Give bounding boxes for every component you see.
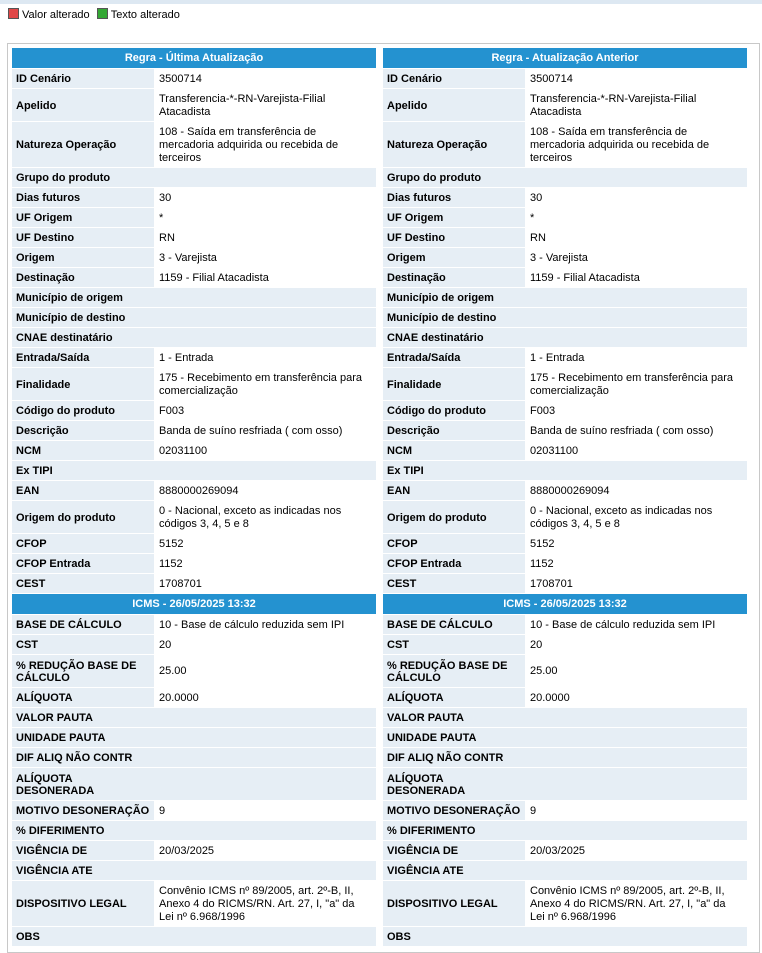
field-row-natureza-operacao [383, 122, 747, 167]
field-row-cest [383, 574, 747, 593]
field-label: NCM [12, 441, 154, 460]
field-value [154, 308, 376, 327]
field-value: 1152 [154, 554, 376, 573]
field-label: Município de destino [12, 308, 154, 327]
field-value: 20/03/2025 [525, 841, 747, 860]
field-row-origem-do-produto [383, 501, 747, 533]
icms-row-vigencia-de [12, 841, 376, 860]
field-row-entrada-saida [383, 348, 747, 367]
field-row-grupo-do-produto [383, 168, 747, 187]
field-value: 25.00 [525, 655, 747, 687]
field-label: Dias futuros [383, 188, 525, 207]
icms-row-dispositivo-legal [12, 881, 376, 926]
icms-row-unidade-pauta [383, 728, 747, 747]
previous-rule-column [383, 48, 747, 947]
field-row-uf-destino [383, 228, 747, 247]
field-row-entrada-saida [12, 348, 376, 367]
field-label: CST [383, 635, 525, 654]
icms-row-obs [383, 927, 747, 946]
field-label: UNIDADE PAUTA [12, 728, 154, 747]
field-value [525, 728, 747, 747]
icms-row-motivo-desoneracao [383, 801, 747, 820]
field-row-cfop [12, 534, 376, 553]
field-value: 9 [525, 801, 747, 820]
field-value [525, 821, 747, 840]
field-label: Finalidade [12, 368, 154, 400]
field-value: 20 [154, 635, 376, 654]
field-value [525, 927, 747, 946]
field-label: % DIFERIMENTO [12, 821, 154, 840]
field-value: Banda de suíno resfriada ( com osso) [154, 421, 376, 440]
field-row-cnae-destinatario [12, 328, 376, 347]
field-value: * [525, 208, 747, 227]
field-row-cnae-destinatario [383, 328, 747, 347]
field-value: * [154, 208, 376, 227]
field-value: 1 - Entrada [525, 348, 747, 367]
field-value: 0 - Nacional, exceto as indicadas nos códigos 3, 4, 5 e 8 [525, 501, 747, 533]
field-value [525, 708, 747, 727]
icms-row-aliquota-desonerada [383, 768, 747, 800]
field-label: Código do produto [12, 401, 154, 420]
field-label: DIF ALIQ NÃO CONTR [12, 748, 154, 767]
icms-row-diferimento [383, 821, 747, 840]
field-row-origem-do-produto [12, 501, 376, 533]
field-value: 108 - Saída em transferência de mercadoria adquirida ou recebida de terceiros [525, 122, 747, 167]
field-row-ean [383, 481, 747, 500]
field-label: Origem [383, 248, 525, 267]
field-label: OBS [383, 927, 525, 946]
field-row-municipio-de-destino [12, 308, 376, 327]
field-label: Destinação [383, 268, 525, 287]
field-row-cfop-entrada [12, 554, 376, 573]
field-value: 30 [525, 188, 747, 207]
field-value: 20.0000 [154, 688, 376, 707]
field-label: Grupo do produto [12, 168, 154, 187]
field-label: Origem do produto [12, 501, 154, 533]
field-value: 0 - Nacional, exceto as indicadas nos códigos 3, 4, 5 e 8 [154, 501, 376, 533]
field-row-apelido [383, 89, 747, 121]
section-header-rule: Regra - Última Atualização [12, 48, 376, 68]
field-label: Dias futuros [12, 188, 154, 207]
field-value: 3 - Varejista [525, 248, 747, 267]
green-square-icon [97, 8, 108, 19]
field-row-id-cenario [383, 69, 747, 88]
field-value [525, 168, 747, 187]
field-label: ALÍQUOTA DESONERADA [383, 768, 525, 800]
field-value [154, 708, 376, 727]
field-value [154, 821, 376, 840]
field-value: Convênio ICMS nº 89/2005, art. 2º-B, II, Anexo 4 do RICMS/RN. Art. 27, I, "a" da Lei nº 6.968/1996 [525, 881, 747, 926]
field-value: Transferencia-*-RN-Varejista-Filial Atacadista [525, 89, 747, 121]
field-value: 3 - Varejista [154, 248, 376, 267]
field-value: 20 [525, 635, 747, 654]
field-label: Município de origem [12, 288, 154, 307]
field-label: Entrada/Saída [383, 348, 525, 367]
icms-row-vigencia-ate [383, 861, 747, 880]
field-value: 10 - Base de cálculo reduzida sem IPI [525, 615, 747, 634]
field-value [525, 768, 747, 800]
field-row-cest [12, 574, 376, 593]
field-row-municipio-de-origem [383, 288, 747, 307]
legend-changed-value: Valor alterado [22, 9, 90, 21]
field-row-uf-origem [12, 208, 376, 227]
field-label: UF Destino [12, 228, 154, 247]
field-label: VALOR PAUTA [12, 708, 154, 727]
field-label: Origem [12, 248, 154, 267]
field-label: ALÍQUOTA [383, 688, 525, 707]
field-row-finalidade [12, 368, 376, 400]
field-value: 175 - Recebimento em transferência para comercialização [525, 368, 747, 400]
field-value: 02031100 [525, 441, 747, 460]
field-label: UNIDADE PAUTA [383, 728, 525, 747]
field-value [525, 328, 747, 347]
field-row-uf-origem [383, 208, 747, 227]
field-label: BASE DE CÁLCULO [383, 615, 525, 634]
field-label: UF Destino [383, 228, 525, 247]
comparison-panel [7, 43, 760, 953]
field-label: DIF ALIQ NÃO CONTR [383, 748, 525, 767]
field-label: CEST [12, 574, 154, 593]
field-value: Transferencia-*-RN-Varejista-Filial Atacadista [154, 89, 376, 121]
icms-row-diferimento [12, 821, 376, 840]
field-label: Grupo do produto [383, 168, 525, 187]
icms-row-aliquota-desonerada [12, 768, 376, 800]
field-value [154, 768, 376, 800]
field-label: CNAE destinatário [12, 328, 154, 347]
field-label: VALOR PAUTA [383, 708, 525, 727]
field-label: Município de destino [383, 308, 525, 327]
field-value: 02031100 [154, 441, 376, 460]
icms-row-reducao-base-de-calculo [383, 655, 747, 687]
icms-row-valor-pauta [383, 708, 747, 727]
field-row-codigo-do-produto [12, 401, 376, 420]
field-label: UF Origem [12, 208, 154, 227]
field-label: ID Cenário [12, 69, 154, 88]
field-value: 10 - Base de cálculo reduzida sem IPI [154, 615, 376, 634]
field-label: VIGÊNCIA ATE [12, 861, 154, 880]
latest-rule-column [12, 48, 376, 947]
field-row-origem [12, 248, 376, 267]
field-value: 5152 [154, 534, 376, 553]
icms-row-aliquota [12, 688, 376, 707]
field-label: VIGÊNCIA DE [12, 841, 154, 860]
field-label: Código do produto [383, 401, 525, 420]
field-value: F003 [525, 401, 747, 420]
field-label: CFOP Entrada [12, 554, 154, 573]
field-label: ALÍQUOTA [12, 688, 154, 707]
red-square-icon [8, 8, 19, 19]
field-row-cfop [383, 534, 747, 553]
field-label: DISPOSITIVO LEGAL [383, 881, 525, 926]
field-row-dias-futuros [383, 188, 747, 207]
field-label: EAN [12, 481, 154, 500]
field-value: 1152 [525, 554, 747, 573]
icms-row-motivo-desoneracao [12, 801, 376, 820]
section-header-icms: ICMS - 26/05/2025 13:32 [12, 594, 376, 614]
field-row-destinacao [383, 268, 747, 287]
field-label: Ex TIPI [12, 461, 154, 480]
field-label: MOTIVO DESONERAÇÃO [383, 801, 525, 820]
field-row-ncm [383, 441, 747, 460]
icms-row-dif-aliq-nao-contr [383, 748, 747, 767]
field-row-ex-tipi [383, 461, 747, 480]
field-label: Descrição [12, 421, 154, 440]
field-value [154, 927, 376, 946]
field-row-descricao [383, 421, 747, 440]
field-row-descricao [12, 421, 376, 440]
field-value [525, 308, 747, 327]
field-label: ALÍQUOTA DESONERADA [12, 768, 154, 800]
field-value [154, 748, 376, 767]
field-label: MOTIVO DESONERAÇÃO [12, 801, 154, 820]
icms-row-vigencia-ate [12, 861, 376, 880]
field-value: 8880000269094 [525, 481, 747, 500]
icms-row-aliquota [383, 688, 747, 707]
field-label: CFOP Entrada [383, 554, 525, 573]
field-value: 1159 - Filial Atacadista [525, 268, 747, 287]
icms-row-dif-aliq-nao-contr [12, 748, 376, 767]
field-label: OBS [12, 927, 154, 946]
icms-row-vigencia-de [383, 841, 747, 860]
field-value: 25.00 [154, 655, 376, 687]
field-value [525, 288, 747, 307]
field-row-ean [12, 481, 376, 500]
field-label: Natureza Operação [383, 122, 525, 167]
field-row-id-cenario [12, 69, 376, 88]
field-value: 3500714 [525, 69, 747, 88]
field-label: CFOP [12, 534, 154, 553]
field-row-ex-tipi [12, 461, 376, 480]
field-label: NCM [383, 441, 525, 460]
field-value: 9 [154, 801, 376, 820]
field-value [154, 288, 376, 307]
icms-row-obs [12, 927, 376, 946]
field-label: Destinação [12, 268, 154, 287]
icms-row-base-de-calculo [12, 615, 376, 634]
field-value [154, 461, 376, 480]
field-label: % REDUÇÃO BASE DE CÁLCULO [383, 655, 525, 687]
icms-row-unidade-pauta [12, 728, 376, 747]
field-label: Natureza Operação [12, 122, 154, 167]
field-value: 1708701 [525, 574, 747, 593]
field-value: 3500714 [154, 69, 376, 88]
field-value: 30 [154, 188, 376, 207]
field-value [154, 168, 376, 187]
field-label: % DIFERIMENTO [383, 821, 525, 840]
section-header-icms: ICMS - 26/05/2025 13:32 [383, 594, 747, 614]
field-value: 8880000269094 [154, 481, 376, 500]
field-label: CEST [383, 574, 525, 593]
field-label: Ex TIPI [383, 461, 525, 480]
field-label: VIGÊNCIA ATE [383, 861, 525, 880]
field-row-apelido [12, 89, 376, 121]
field-value [154, 861, 376, 880]
field-label: CNAE destinatário [383, 328, 525, 347]
field-row-uf-destino [12, 228, 376, 247]
field-row-destinacao [12, 268, 376, 287]
field-label: % REDUÇÃO BASE DE CÁLCULO [12, 655, 154, 687]
field-label: DISPOSITIVO LEGAL [12, 881, 154, 926]
field-value: 1 - Entrada [154, 348, 376, 367]
field-value: Convênio ICMS nº 89/2005, art. 2º-B, II, Anexo 4 do RICMS/RN. Art. 27, I, "a" da Lei nº 6.968/1996 [154, 881, 376, 926]
field-row-ncm [12, 441, 376, 460]
field-label: Descrição [383, 421, 525, 440]
field-label: Apelido [12, 89, 154, 121]
field-label: Entrada/Saída [12, 348, 154, 367]
field-label: Finalidade [383, 368, 525, 400]
field-row-municipio-de-destino [383, 308, 747, 327]
field-value [154, 328, 376, 347]
field-label: CFOP [383, 534, 525, 553]
field-label: BASE DE CÁLCULO [12, 615, 154, 634]
field-value: 5152 [525, 534, 747, 553]
field-label: Origem do produto [383, 501, 525, 533]
icms-row-reducao-base-de-calculo [12, 655, 376, 687]
field-value: Banda de suíno resfriada ( com osso) [525, 421, 747, 440]
legend-changed-text: Texto alterado [110, 9, 180, 21]
field-label: CST [12, 635, 154, 654]
icms-row-cst [383, 635, 747, 654]
field-value: 1159 - Filial Atacadista [154, 268, 376, 287]
field-value: RN [525, 228, 747, 247]
field-value [154, 728, 376, 747]
field-row-codigo-do-produto [383, 401, 747, 420]
field-value: F003 [154, 401, 376, 420]
field-row-natureza-operacao [12, 122, 376, 167]
field-label: Apelido [383, 89, 525, 121]
field-row-origem [383, 248, 747, 267]
icms-row-valor-pauta [12, 708, 376, 727]
field-label: VIGÊNCIA DE [383, 841, 525, 860]
field-row-dias-futuros [12, 188, 376, 207]
field-label: ID Cenário [383, 69, 525, 88]
icms-row-cst [12, 635, 376, 654]
legend [0, 4, 762, 26]
field-row-finalidade [383, 368, 747, 400]
field-label: Município de origem [383, 288, 525, 307]
icms-row-base-de-calculo [383, 615, 747, 634]
field-value: 20.0000 [525, 688, 747, 707]
section-header-rule: Regra - Atualização Anterior [383, 48, 747, 68]
field-value: 20/03/2025 [154, 841, 376, 860]
field-label: EAN [383, 481, 525, 500]
field-value: 108 - Saída em transferência de mercadoria adquirida ou recebida de terceiros [154, 122, 376, 167]
field-value [525, 748, 747, 767]
field-row-grupo-do-produto [12, 168, 376, 187]
field-value [525, 861, 747, 880]
field-value: RN [154, 228, 376, 247]
field-label: UF Origem [383, 208, 525, 227]
field-value: 1708701 [154, 574, 376, 593]
icms-row-dispositivo-legal [383, 881, 747, 926]
field-row-cfop-entrada [383, 554, 747, 573]
field-value: 175 - Recebimento em transferência para comercialização [154, 368, 376, 400]
field-value [525, 461, 747, 480]
field-row-municipio-de-origem [12, 288, 376, 307]
